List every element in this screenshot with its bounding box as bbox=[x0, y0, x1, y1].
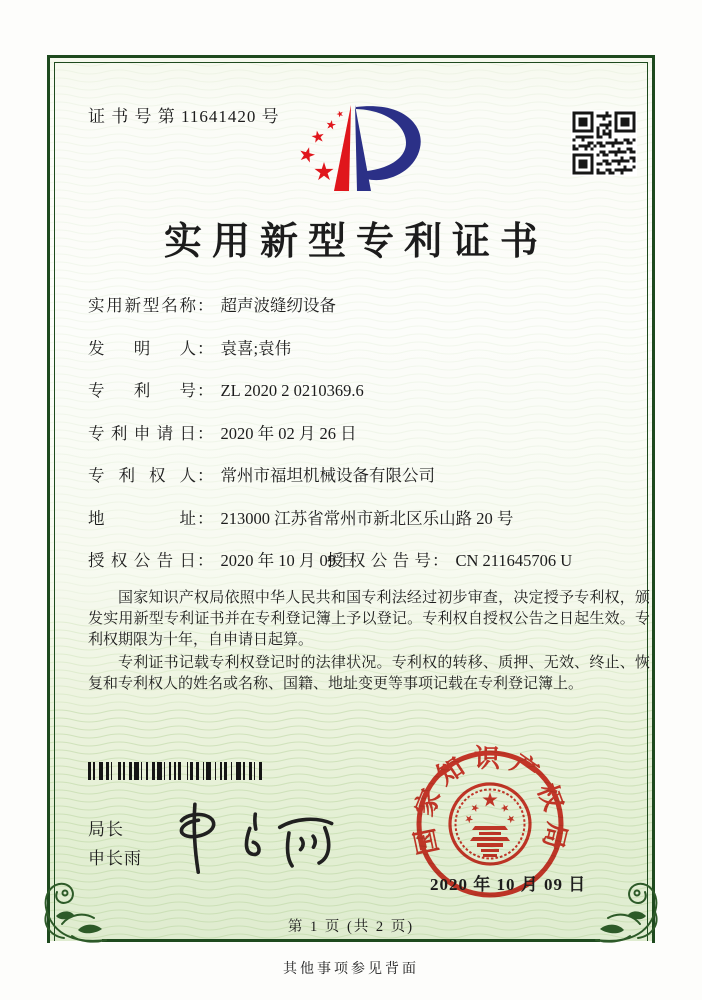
field-colon: ： bbox=[197, 424, 214, 443]
grant-number-label: 授权公告号 bbox=[327, 551, 431, 570]
grant-number-group bbox=[327, 547, 572, 571]
field-label: 发明人 bbox=[88, 339, 196, 358]
field-value: 常州市福坦机械设备有限公司 bbox=[220, 466, 435, 485]
grant-date-value: 2020 年 10 月 09 日 bbox=[220, 551, 357, 570]
field-row bbox=[88, 335, 650, 359]
qr-code bbox=[571, 110, 637, 176]
body-paragraph-1: 国家知识产权局依照中华人民共和国专利法经过初步审查，决定授予专利权，颁发实用新型专利证书并在专利登记簿上予以登记。专利权自授权公告之日起生效。专利权期限为十年，自申请日起算。 bbox=[88, 590, 650, 648]
certificate-title: 实用新型专利证书 bbox=[163, 221, 548, 263]
field-row bbox=[88, 377, 650, 401]
field-colon: ： bbox=[197, 509, 214, 528]
field-row bbox=[88, 292, 650, 316]
field-row bbox=[88, 462, 650, 486]
field-value: ZL 2020 2 0210369.6 bbox=[220, 381, 364, 400]
field-colon: ： bbox=[197, 296, 214, 315]
field-value: 袁喜;袁伟 bbox=[220, 339, 292, 358]
field-colon: ： bbox=[197, 551, 214, 570]
field-colon: ： bbox=[197, 339, 214, 358]
corner-ornament-right bbox=[592, 872, 670, 950]
grant-date-label: 授权公告日 bbox=[88, 551, 196, 570]
logo-stars bbox=[300, 111, 343, 180]
director-signature bbox=[167, 793, 355, 877]
frame-bottom-rule bbox=[102, 939, 600, 942]
seal-text: 国家知识产权局 bbox=[408, 743, 572, 860]
field-value: 213000 江苏省常州市新北区乐山路 20 号 bbox=[220, 509, 514, 528]
national-emblem-icon bbox=[450, 784, 530, 864]
logo-red-wedge bbox=[334, 105, 351, 191]
barcode bbox=[88, 762, 268, 780]
body-paragraph-2: 专利证书记载专利权登记时的法律状况。专利权的转移、质押、无效、终止、恢复和专利权人的姓名或名称、国籍、地址变更等事项记载在专利登记簿上。 bbox=[88, 655, 650, 692]
cnipa-logo bbox=[272, 99, 430, 207]
back-note: 其他事项参见背面 bbox=[283, 962, 419, 977]
field-value: 超声波缝纫设备 bbox=[220, 296, 336, 315]
grant-number-value: CN 211645706 U bbox=[455, 551, 573, 570]
grant-row bbox=[88, 547, 650, 571]
field-label: 专利号 bbox=[88, 381, 196, 400]
field-label: 实用新型名称 bbox=[88, 296, 196, 315]
page-indicator: 第 1 页 (共 2 页) bbox=[287, 919, 415, 935]
field-value: 2020 年 02 月 26 日 bbox=[220, 424, 357, 443]
field-colon: ： bbox=[432, 551, 449, 570]
field-row bbox=[88, 505, 650, 529]
seal-date: 2020 年 10 月 09 日 bbox=[430, 875, 587, 894]
field-row bbox=[88, 420, 650, 444]
field-label: 专利申请日 bbox=[88, 424, 196, 443]
grant-date-group bbox=[88, 551, 357, 570]
director-title: 局长 bbox=[88, 820, 124, 839]
field-colon: ： bbox=[197, 466, 214, 485]
field-label: 地址 bbox=[88, 509, 196, 528]
corner-ornament-left bbox=[32, 872, 110, 950]
field-colon: ： bbox=[197, 381, 214, 400]
body-text bbox=[88, 588, 650, 697]
director-name: 申长雨 bbox=[88, 849, 142, 868]
field-label: 专利权人 bbox=[88, 466, 196, 485]
certificate-number: 证 书 号 第 11641420 号 bbox=[88, 107, 280, 126]
signer-block bbox=[88, 815, 142, 873]
